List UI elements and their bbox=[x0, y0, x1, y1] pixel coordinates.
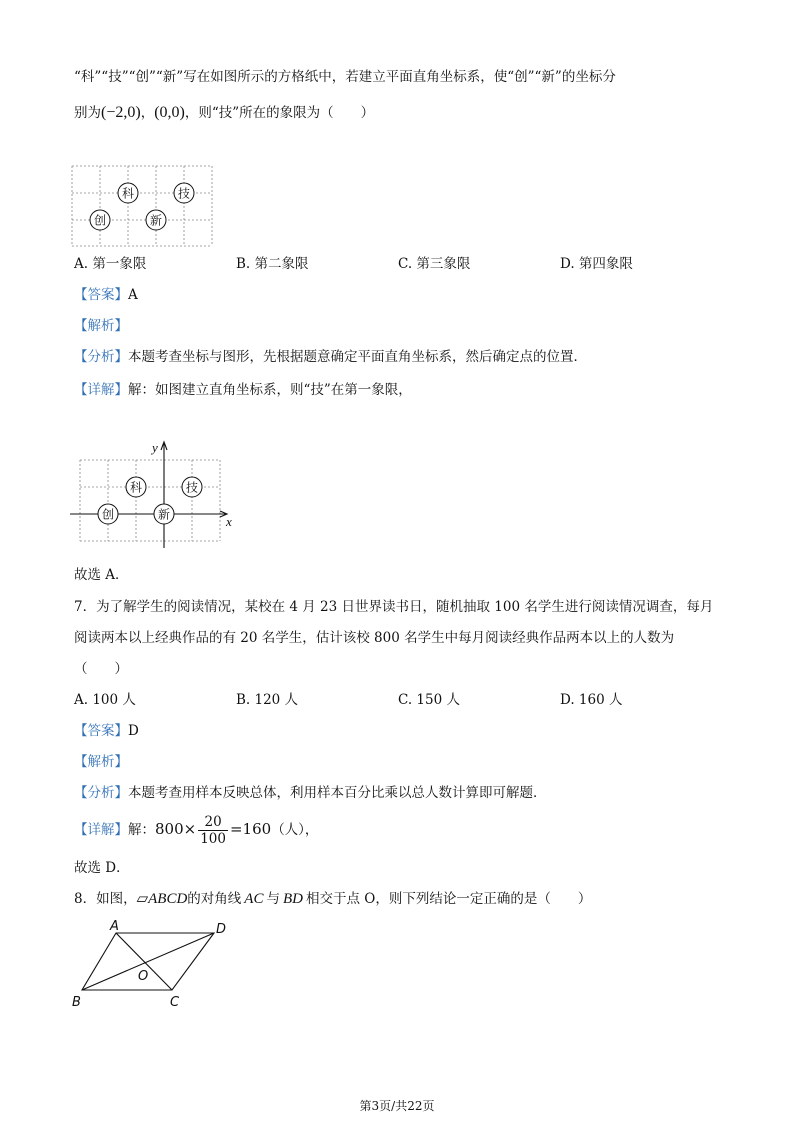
q6-fenxi-text: 本题考查坐标与图形，先根据题意确定平面直角坐标系，然后确定点的位置． bbox=[128, 349, 587, 365]
q7-option-c: C. 150 人 bbox=[398, 692, 460, 708]
q6-coordinate-figure bbox=[68, 438, 240, 554]
q6-char-xin: 新 bbox=[149, 213, 163, 228]
q6-char-ke: 科 bbox=[121, 186, 135, 201]
q7-fraction bbox=[198, 814, 228, 847]
q7-stem-line3: （ ） bbox=[74, 661, 128, 677]
q7-jiexi: 【解析】 bbox=[74, 754, 128, 770]
q6-axis-char-xin: 新 bbox=[157, 507, 171, 522]
q8-label-d: D bbox=[216, 922, 227, 937]
q6-fenxi bbox=[74, 347, 587, 367]
q6-comma: ， bbox=[140, 105, 155, 121]
q7-stem-line1: 7．为了解学生的阅读情况，某校在 4 月 23 日世界读书日，随机抽取 100 名学生进行阅读情况调查，每月 bbox=[74, 599, 714, 615]
q6-xiangjie bbox=[74, 380, 412, 400]
q7-frac-denominator: 100 bbox=[200, 831, 226, 847]
q8-stem-mid2: 与 bbox=[266, 891, 280, 907]
q7-fenxi-text: 本题考查用样本反映总体，利用样本百分比乘以总人数计算即可解题． bbox=[128, 785, 547, 801]
q7-calc-unit: （人）， bbox=[271, 822, 319, 838]
q7-xiangjie-text: 解： bbox=[128, 822, 155, 838]
q7-stem-line2: 阅读两本以上经典作品的有 20 名学生，估计该校 800 名学生中每月阅读经典作品两本以上的人数为 bbox=[74, 630, 675, 646]
q7-option-d: D. 160 人 bbox=[560, 692, 623, 708]
q8-label-c: C bbox=[170, 995, 180, 1010]
q6-answer-value: A bbox=[128, 287, 138, 303]
q6-coord-xin: (0,0) bbox=[154, 104, 185, 121]
q6-xiangjie-text: 解：如图建立直角坐标系，则“技”在第一象限， bbox=[128, 382, 412, 398]
q7-xiangjie bbox=[74, 812, 318, 847]
page-footer: 第3页/共22页 bbox=[359, 1099, 435, 1113]
q7-conclusion: 故选 D． bbox=[74, 860, 130, 876]
q6-axis-y-label: y bbox=[152, 440, 158, 455]
q7-option-b: B. 120 人 bbox=[236, 692, 299, 708]
q6-option-b: B. 第二象限 bbox=[236, 256, 309, 272]
q6-fenxi-tag: 【分析】 bbox=[74, 349, 128, 365]
q7-fenxi bbox=[74, 783, 547, 803]
q6-option-a: A. 第一象限 bbox=[74, 256, 147, 272]
q6-option-c: C. 第三象限 bbox=[398, 256, 471, 272]
q6-grid-figure bbox=[70, 162, 216, 250]
q8-label-a: A bbox=[110, 919, 119, 934]
q7-calc-a: 800× bbox=[155, 820, 197, 838]
q6-coord-chuang: (−2,0) bbox=[101, 104, 141, 121]
q7-answer-value: D bbox=[128, 723, 139, 739]
q6-axis-char-ke: 科 bbox=[129, 480, 143, 495]
q7-xiangjie-tag: 【详解】 bbox=[74, 822, 128, 838]
q8-stem-pre: 8．如图， bbox=[74, 891, 137, 907]
q8-label-b: B bbox=[72, 995, 81, 1010]
q6-jiexi: 【解析】 bbox=[74, 318, 128, 334]
q7-fenxi-tag: 【分析】 bbox=[74, 785, 128, 801]
q7-answer-tag: 【答案】 bbox=[74, 723, 128, 739]
q8-stem-post: 相交于点 O，则下列结论一定正确的是（ ） bbox=[305, 891, 592, 907]
q6-stem-line1: “科”“技”“创”“新”写在如图所示的方格纸中，若建立平面直角坐标系，使“创”“新”的坐标分 bbox=[74, 69, 616, 85]
q6-axis-x-label: x bbox=[226, 514, 232, 529]
q6-axis-char-chuang: 创 bbox=[101, 507, 115, 522]
q6-stem-text: 别为 bbox=[74, 105, 101, 121]
q7-answer bbox=[74, 721, 139, 741]
q8-parallelogram: ▱ABCD bbox=[136, 891, 188, 907]
q6-xiangjie-tag: 【详解】 bbox=[74, 382, 128, 398]
q6-stem-tail: ，则“技”所在的象限为（ ） bbox=[184, 105, 375, 121]
q6-conclusion: 故选 A． bbox=[74, 567, 129, 583]
q6-char-ji: 技 bbox=[177, 186, 191, 201]
q7-frac-numerator: 20 bbox=[198, 814, 228, 831]
q8-stem-mid1: 的对角线 bbox=[187, 891, 242, 907]
q8-parallelogram-figure bbox=[68, 918, 238, 1010]
q6-stem-line2 bbox=[74, 103, 374, 123]
q8-ac: AC bbox=[244, 891, 264, 907]
q7-option-a: A. 100 人 bbox=[74, 692, 136, 708]
q6-char-chuang: 创 bbox=[93, 213, 107, 228]
q7-calc-b: =160 bbox=[229, 820, 272, 838]
q8-stem bbox=[74, 889, 591, 909]
q6-answer bbox=[74, 285, 138, 305]
q6-axis-char-ji: 技 bbox=[185, 480, 199, 495]
q8-bd: BD bbox=[282, 891, 303, 907]
q6-answer-tag: 【答案】 bbox=[74, 287, 128, 303]
q6-option-d: D. 第四象限 bbox=[560, 256, 633, 272]
q8-label-o: O bbox=[138, 969, 149, 984]
